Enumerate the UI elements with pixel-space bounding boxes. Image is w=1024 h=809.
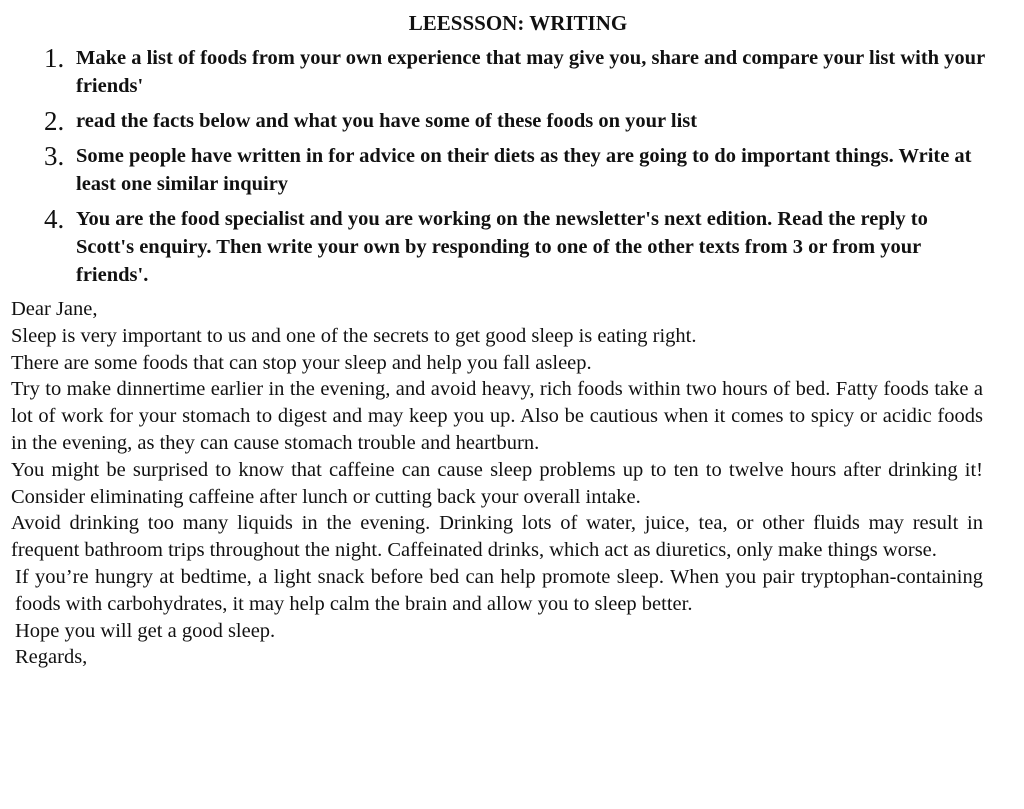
task-number: 1.	[44, 43, 65, 73]
lesson-title: LEESSSON: WRITING	[408, 11, 628, 35]
letter-paragraph: There are some foods that can stop your sleep and help you fall asleep.	[11, 351, 592, 374]
letter-paragraph: You might be surprised to know that caffeine can cause sleep problems up to ten to twelve hours after drinking it! Consider eliminating caffeine after lunch or cutting back your overall intake.	[11, 458, 983, 508]
task-item	[0, 142, 1024, 198]
task-text: You are the food specialist and you are working on the newsletter's next edition. Read the reply to Scott's enquiry. Then write your own by responding to one of the other texts from 3 or from your friends'.	[76, 208, 928, 286]
letter-closing: Regards,	[15, 646, 88, 669]
task-number: 2.	[44, 106, 65, 136]
letter-paragraph: If you’re hungry at bedtime, a light snack before bed can help promote sleep. When you pair tryptophan-containing foods with carbohydrates, it may help calm the brain and allow you to sleep better.	[15, 565, 983, 615]
letter-paragraph: Try to make dinnertime earlier in the evening, and avoid heavy, rich foods within two hours of bed. Fatty foods take a lot of work for your stomach to digest and may keep you up. Also be cautious when it comes to spicy or acidic foods in the evening, as they can cause stomach trouble and heartburn.	[11, 378, 983, 454]
task-item	[0, 205, 1024, 289]
letter-paragraph: Hope you will get a good sleep.	[15, 619, 276, 642]
task-text: Make a list of foods from your own experience that may give you, share and compare your list with your friends'	[76, 47, 985, 97]
task-text: Some people have written in for advice on their diets as they are going to do important things. Write at least one similar inquiry	[76, 145, 972, 195]
task-item	[0, 107, 1024, 135]
task-number: 3.	[44, 141, 65, 171]
letter-paragraph: Sleep is very important to us and one of the secrets to get good sleep is eating right.	[11, 324, 697, 347]
task-text: read the facts below and what you have some of these foods on your list	[76, 110, 698, 132]
letter-body	[11, 296, 983, 671]
letter-paragraph: Avoid drinking too many liquids in the evening. Drinking lots of water, juice, tea, or other fluids may result in frequent bathroom trips throughout the night. Caffeinated drinks, which act as diuretics, only make things worse.	[11, 512, 983, 562]
task-number: 4.	[44, 204, 65, 234]
letter-greeting: Dear Jane,	[11, 298, 98, 320]
task-list	[0, 44, 1024, 296]
task-item	[0, 44, 1024, 100]
